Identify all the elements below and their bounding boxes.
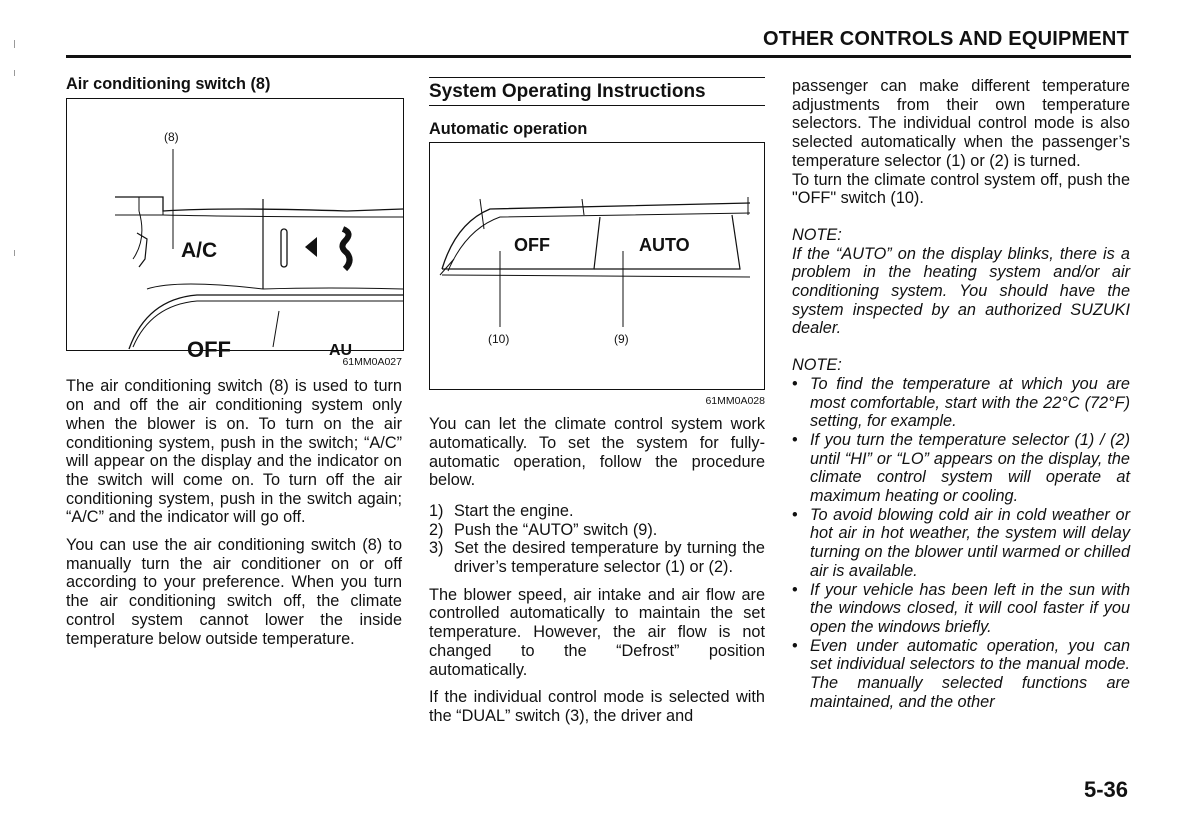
- note-bullet: • If your vehicle has been left in the sun with the windows closed, it will cool faster if you open the windows briefly.: [792, 580, 1130, 636]
- auto-partial-label: AU: [329, 341, 353, 359]
- intro-paragraph: You can let the climate control system work automatically. To set the system for fully-automatic operation, follow the procedure below.: [429, 415, 765, 490]
- auto-off-illustration: [430, 143, 764, 389]
- off-button-label: OFF: [514, 235, 550, 256]
- callout-9: (9): [614, 332, 629, 347]
- margin-tick: [14, 250, 15, 256]
- note-bullet: • To find the temperature at which you are most comfortable, start with the 22°C (72°F) setting, for example.: [792, 374, 1130, 431]
- ac-button-label: A/C: [181, 238, 218, 262]
- margin-tick: [14, 70, 15, 76]
- right-column: [792, 77, 1130, 712]
- automatic-operation-heading: Automatic operation: [429, 119, 588, 138]
- system-title-box: [429, 77, 765, 106]
- step-item: 1) Start the engine.: [429, 501, 574, 520]
- header-rule: [66, 55, 1131, 58]
- figure-code: 61MM0A027: [342, 355, 402, 368]
- figure-code: 61MM0A028: [705, 395, 765, 408]
- system-operating-title: System Operating Instructions: [429, 81, 706, 102]
- ac-switch-heading: Air conditioning switch (8): [66, 75, 271, 93]
- left-column: [66, 75, 402, 657]
- note-label: NOTE:: [792, 225, 842, 244]
- margin-tick: [14, 40, 15, 48]
- auto-button-label: AUTO: [639, 235, 690, 256]
- note-bullet: • To avoid blowing cold air in cold weather or hot air in hot weather, the system will delay turning on the blower until warmed or chilled air is available.: [792, 505, 1130, 580]
- body-paragraph: The blower speed, air intake and air flow are controlled automatically to maintain the set temperature. However, the air flow is not changed to the “Defrost” position automatically.: [429, 585, 765, 679]
- steps-list: [429, 502, 765, 577]
- callout-8: (8): [164, 129, 179, 144]
- auto-off-figure: [429, 142, 765, 390]
- section-title: OTHER CONTROLS AND EQUIPMENT: [763, 28, 1129, 50]
- note-text: If the “AUTO” on the display blinks, there is a problem in the heating system and/or air conditioning system. You should have the system inspected by an authorized SUZUKI dealer.: [792, 244, 1130, 338]
- body-paragraph: You can use the air conditioning switch (8) to manually turn the air conditioner on or off according to your preference. When you turn the air conditioning switch off, the climate control system cannot lower the inside temperature below outside temperature.: [66, 536, 402, 648]
- note-bullet: • If you turn the temperature selector (1) / (2) until “HI” or “LO” appears on the display, the climate control system will operate at maximum heating or cooling.: [792, 430, 1130, 506]
- step-item: 2) Push the “AUTO” switch (9).: [429, 520, 658, 539]
- middle-column: [429, 77, 765, 735]
- body-paragraph: passenger can make different temperature adjustments from their own temperature selectors. The individual control mode is also selected automatically when the passenger’s temperature selector (1) or (2) is turned.: [792, 77, 1130, 170]
- note-label: NOTE:: [792, 356, 842, 375]
- body-paragraph: To turn the climate control system off, push the "OFF" switch (10).: [792, 170, 1130, 208]
- body-paragraph: The air conditioning switch (8) is used to turn on and off the air conditioning system only when the blower is on. To turn on the air conditioning system, push in the switch; “A/C” will appear on the display and the indicator on the switch will come on. To turn off the air conditioning system, push in the switch again; “A/C” and the indicator will go off.: [66, 377, 402, 527]
- note-bullet-list: [792, 375, 1130, 712]
- body-paragraph: If the individual control mode is selected with the “DUAL” switch (3), the driver and: [429, 688, 765, 725]
- note-bullet: • Even under automatic operation, you can set individual selectors to the manual mode. The manually selected functions are maintained, and the other: [792, 636, 1130, 711]
- step-item: 3) Set the desired temperature by turning the driver’s temperature selector (1) or (2).: [429, 539, 765, 577]
- callout-10: (10): [488, 332, 510, 347]
- off-partial-label: OFF: [187, 336, 231, 362]
- page-number: 5-36: [1083, 777, 1128, 802]
